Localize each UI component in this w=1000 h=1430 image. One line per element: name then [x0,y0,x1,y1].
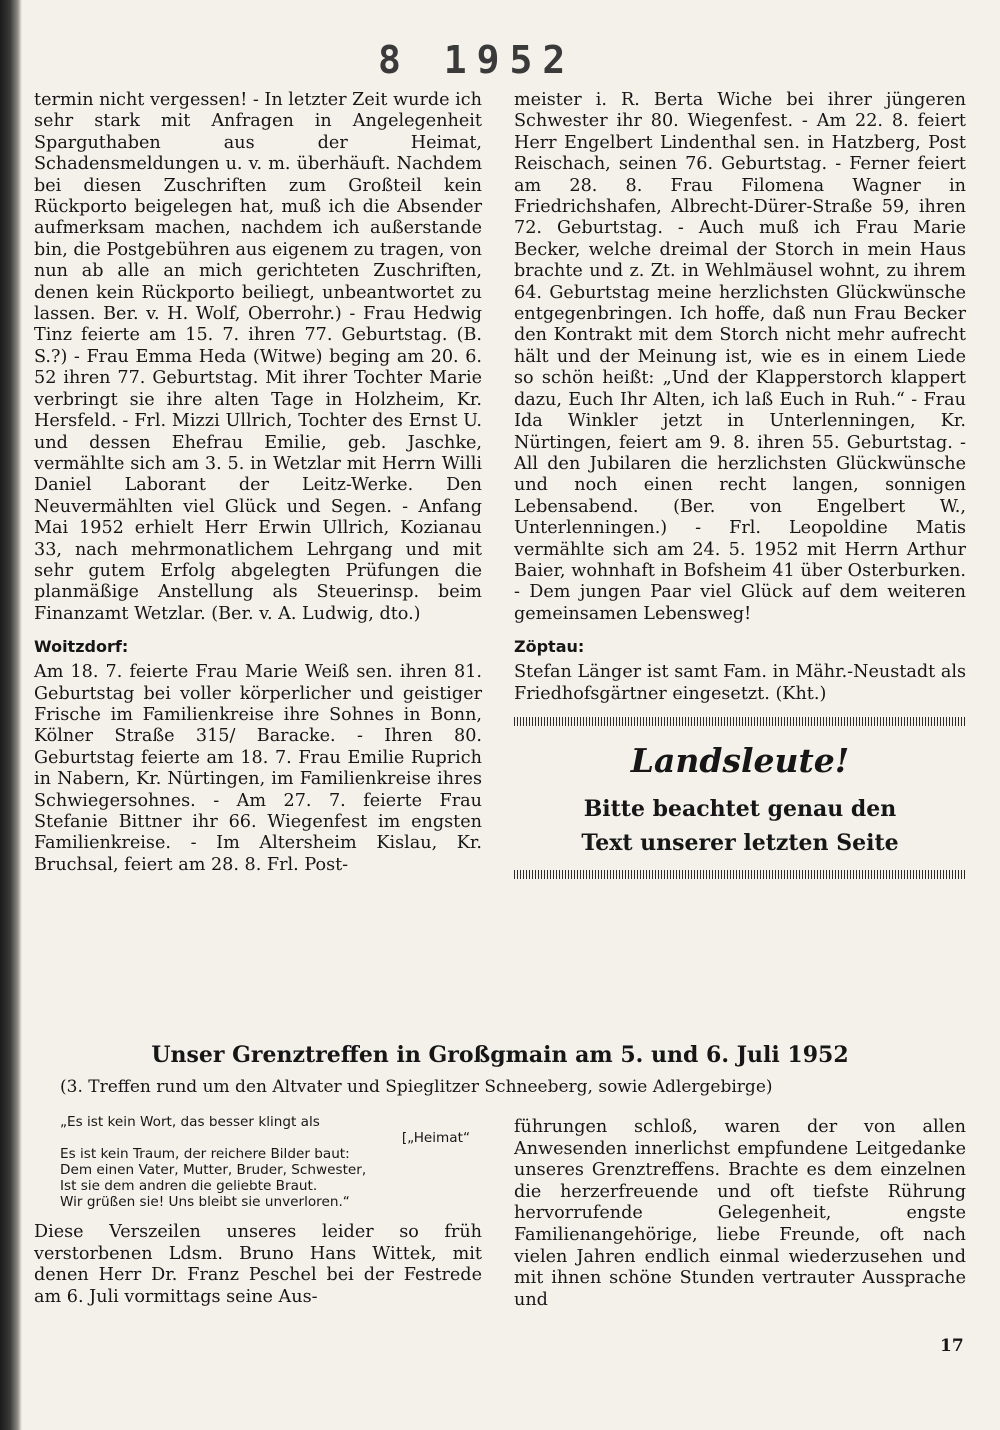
article-left-text: Diese Verszeilen unseres leider so früh verstorbenen Ldsm. Bruno Hans Wittek, mit denen Herr Dr. Franz Peschel bei der Festrede am 6. Juli vormittags seine Aus- [34,1222,482,1307]
left-column-paragraph-woitzdorf: Am 18. 7. feierte Frau Marie Weiß sen. ihren 81. Geburtstag bei voller körperlicher und geistiger Frische im Familienkreise ihre Sohnes in Bonn, Kölner Straße 315/ Baracke. - Ihren 80. Geburtstag feierte am 18. 7. Frau Emilie Ruprich in Nabern, Kr. Nürtingen, im Familienkreise ihres Schwiegersohnes. - Am 27. 7. feierte Frau Stefanie Bittner ihr 66. Wiegenfest im engsten Familienkreise. - Im Altersheim Kislau, Kr. Bruchsal, feiert am 28. 8. Frl. Post- [34,662,482,875]
right-column [514,90,966,879]
left-column-paragraph: termin nicht vergessen! - In letzter Zeit wurde ich sehr stark mit Anfragen in Angelegenheit Sparguthaben aus der Heimat, Schadensmeldungen u. v. m. überhäuft. Nachdem bei diesen Zuschriften zum Großteil kein Rückporto beigelegen hat, muß ich die Absender aufmerksam machen, nachdem ich außerstande bin, die Postgebühren aus eigenem zu tragen, von nun ab alle an mich gerichteten Zuschriften, denen kein Rückporto beiliegt, unbeantwortet zu lassen. Ber. v. H. Wolf, Oberrohr.) - Frau Hedwig Tinz feierte am 15. 7. ihren 77. Geburtstag. (B. S.?) - Frau Emma Heda (Witwe) beging am 20. 6. 52 ihren 77. Geburtstag. Mit ihrer Tochter Marie verbringt sie ihre alten Tage in Holzheim, Kr. Hersfeld. - Frl. Mizzi Ullrich, Tochter des Ernst U. und dessen Ehefrau Emilie, geb. Jaschke, vermählte sich am 3. 5. in Wetzlar mit Herrn Willi Daniel Laborant der Leitz-Werke. Den Neuvermählten viel Glück und Segen. - Anfang Mai 1952 erhielt Herr Erwin Ullrich, Kozianau 33, nach mehrmonatlichem Lehrgang und mit sehr gutem Erfolg abgelegten Prüfungen die planmäßige Anstellung als Steuerinsp. beim Finanzamt Wetzlar. (Ber. v. A. Ludwig, dto.) [34,90,482,624]
notice-line-1: Bitte beachtet genau den [583,795,897,822]
article-right-text: führungen schloß, waren der von allen Anwesenden innerlichst empfundene Leitgedanke unseres Grenztreffens. Brachte es dem einzelnen die herzerfreuende und oft tiefste Rührung hervorrufende Gelegenheit, engste Familienangehörige, liebe Freunde, oft nach vielen Jahren endlich einmal wiederzusehen und mit ihnen schöne Stunden vertrauter Aussprache und [514,1117,966,1310]
right-column-paragraph: meister i. R. Berta Wiche bei ihrer jüngeren Schwester ihr 80. Wiegenfest. - Am 22. 8. feiert Herr Engelbert Lindenthal sen. in Hatzberg, Post Reischach, seinen 76. Geburtstag. - Ferner feiert am 28. 8. Frau Filomena Wagner in Friedrichshafen, Albrecht-Dürer-Straße 59, ihren 72. Geburtstag. - Auch muß ich Frau Marie Becker, welche dreimal der Storch in mein Haus brachte und z. Zt. in Wehlmäusel wohnt, zu ihrem 64. Geburtstag meine herzlichsten Glückwünsche entgegenbringen. Ich hoffe, daß nun Frau Becker den Kontrakt mit dem Storch nicht mehr aufrecht hält und der Meinung ist, wie es in einem Liede so schön heißt: „Und der Klapperstorch klappert dazu, Euch Ihr Alten, ich laß Euch in Ruh.“ - Frau Ida Winkler jetzt in Unterlenningen, Kr. Nürtingen, feiert am 9. 8. ihren 55. Geburtstag. - All den Jubilaren die herzlichsten Glückwünsche und noch einen recht langen, sonnigen Lebensabend. (Ber. von Engelbert W., Unterlenningen.) - Frl. Leopoldine Matis vermählte sich am 24. 5. 1952 mit Herrn Arthur Baier, wohnhaft in Bofsheim 41 über Osterburken. - Dem jungen Paar viel Glück auf dem weiteren gemeinsamen Lebensweg! [514,90,966,624]
poem-line: [„Heimat“ [401,1130,470,1146]
notice-line-2: Text unserer letzten Seite [581,829,899,856]
book-binding-shadow [0,0,22,1430]
article-subtitle: (3. Treffen rund um den Altvater und Spieglitzer Schneeberg, sowie Adlergebirge) [60,1077,773,1097]
poem-line: Wir grüßen sie! Uns bleibt sie unverloren.“ [60,1194,350,1210]
notice-box [514,738,966,860]
date-stamp: 8 1952 [378,38,576,82]
section-heading-zoeptau: Zöptau: [514,637,585,657]
poem-line: Dem einen Vater, Mutter, Bruder, Schwester, [60,1162,367,1178]
poem-line: Ist sie dem andren die geliebte Braut. [60,1178,318,1194]
poem-line: Es ist kein Traum, der reichere Bilder baut: [60,1146,350,1162]
left-column [34,90,482,876]
notice-bottom-rule [514,870,966,879]
article-title: Unser Grenztreffen in Großgmain am 5. und 6. Juli 1952 [151,1042,849,1068]
page-number: 17 [940,1336,964,1356]
notice-title: Landsleute! [630,740,850,780]
right-column-paragraph-zoeptau: Stefan Länger ist samt Fam. in Mähr.-Neustadt als Friedhofsgärtner eingesetzt. (Kht.) [514,662,966,704]
notice-top-rule [514,717,966,726]
poem-quote [60,1114,480,1210]
poem-line: „Es ist kein Wort, das besser klingt als [60,1114,320,1130]
section-heading-woitzdorf: Woitzdorf: [34,637,129,657]
